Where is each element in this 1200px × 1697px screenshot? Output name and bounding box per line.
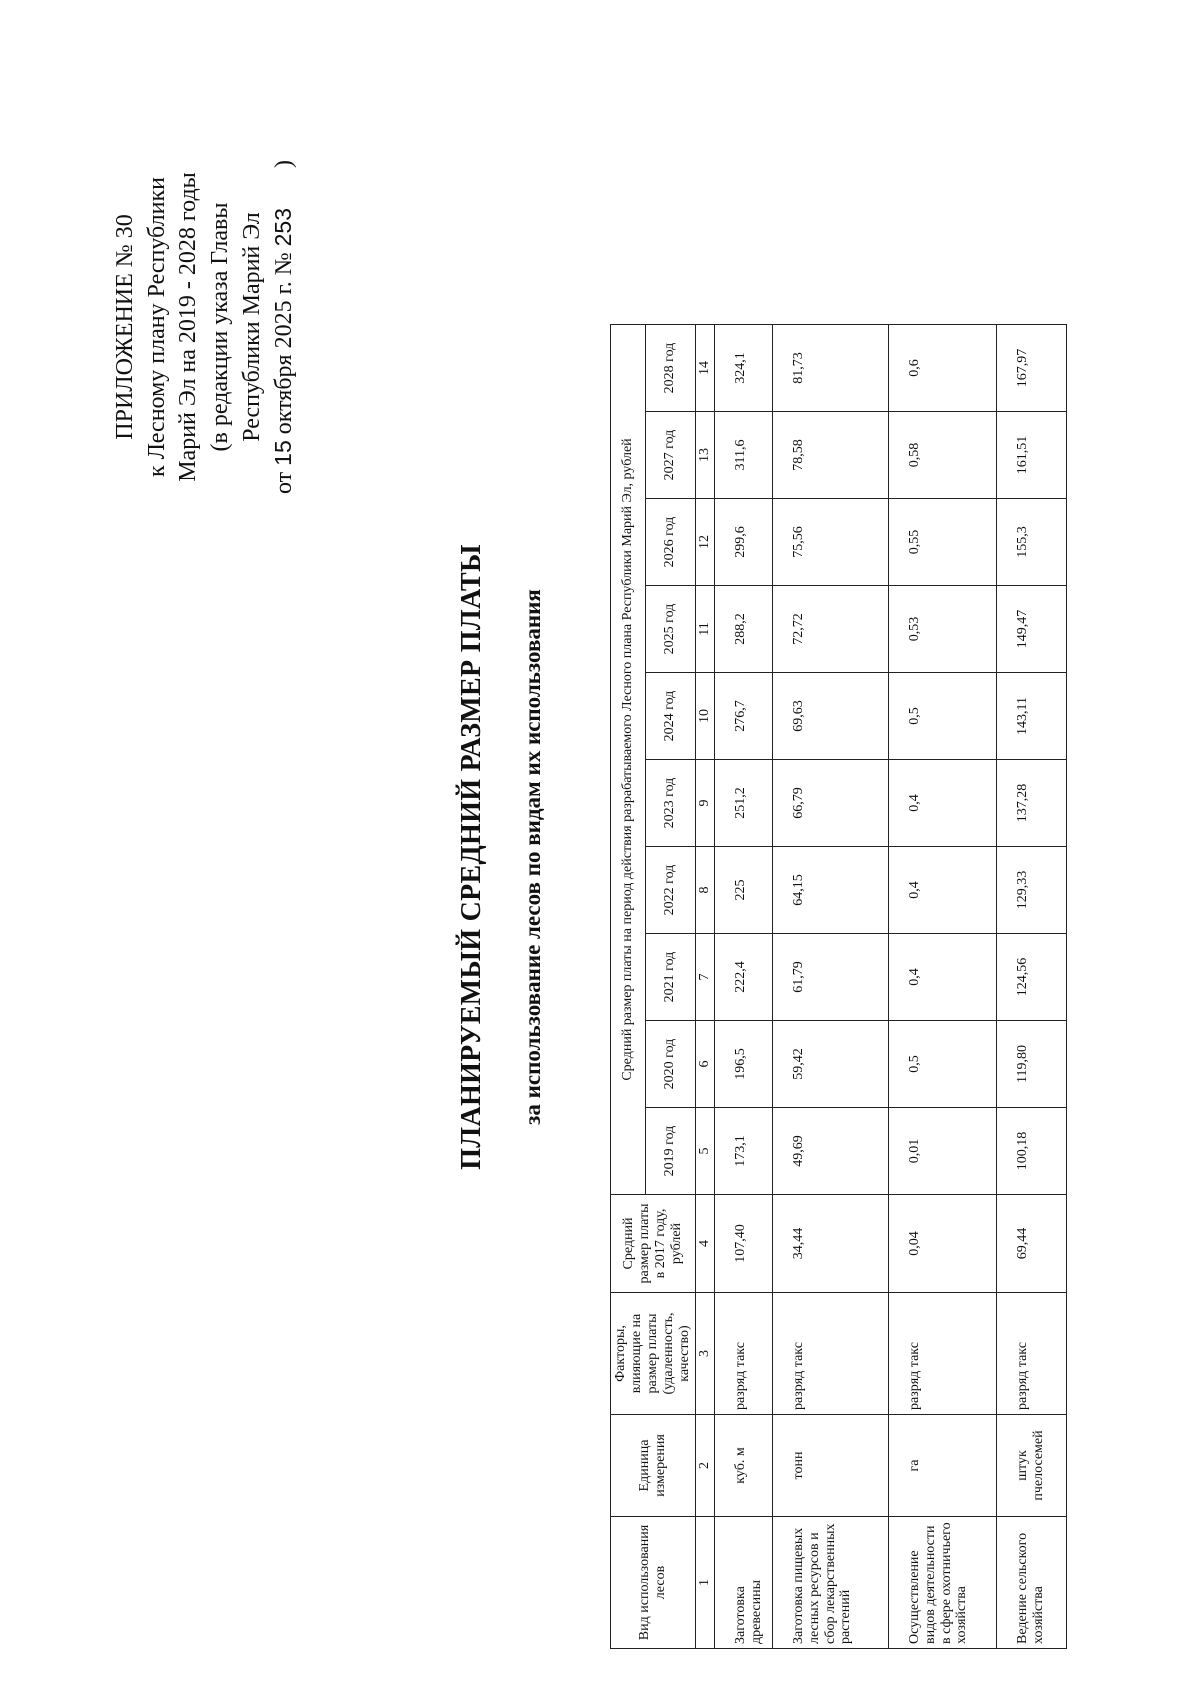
cell-value: 0,5 <box>889 673 997 760</box>
cell-value: 100,18 <box>997 1108 1067 1195</box>
cell-value: 124,56 <box>997 934 1067 1021</box>
column-number: 10 <box>696 673 715 760</box>
column-number: 13 <box>696 412 715 499</box>
cell-value: 119,80 <box>997 1021 1067 1108</box>
cell-value: 61,79 <box>773 934 889 1021</box>
cell-value: 196,5 <box>715 1021 773 1108</box>
cell-vid: Ведение сельского хозяйства <box>997 1517 1067 1649</box>
header-unit: Единица измерения <box>611 1415 696 1517</box>
cell-unit: тонн <box>773 1415 889 1517</box>
appendix-line: к Лесному плану Республики <box>143 177 170 477</box>
header-year: 2022 год <box>645 847 696 934</box>
date-prefix: от <box>271 471 298 494</box>
appendix-line: Марий Эл на 2019 - 2028 годы <box>175 172 202 482</box>
cell-value: 0,4 <box>889 847 997 934</box>
header-year: 2020 год <box>645 1021 696 1108</box>
appendix-line: ПРИЛОЖЕНИЕ № 30 <box>112 214 138 440</box>
cell-value: 149,47 <box>997 586 1067 673</box>
table-row <box>773 325 889 1649</box>
column-number: 7 <box>696 934 715 1021</box>
header-group-period: Средний размер платы на период действия разрабатываемого Лесного плана Республики Марий Эл, рублей <box>611 325 646 1195</box>
cell-value: 143,11 <box>997 673 1067 760</box>
column-number: 14 <box>696 325 715 412</box>
cell-factor: разряд такс <box>715 1293 773 1415</box>
table-row <box>715 325 773 1649</box>
table-row <box>889 325 997 1649</box>
appendix-date-line <box>268 127 301 527</box>
cell-value: 161,51 <box>997 412 1067 499</box>
cell-value: 78,58 <box>773 412 889 499</box>
cell-value: 69,63 <box>773 673 889 760</box>
cell-unit: штук пчелосемей <box>997 1415 1067 1517</box>
header-factors: Факторы, влияющие на размер платы (удаленность, качество) <box>611 1293 696 1415</box>
cell-vid: Заготовка древесины <box>715 1517 773 1649</box>
column-number: 12 <box>696 499 715 586</box>
column-number: 1 <box>696 1517 715 1649</box>
cell-value: 225 <box>715 847 773 934</box>
document-subtitle: за использование лесов по видам их использования <box>520 589 545 1125</box>
header-year: 2021 год <box>645 934 696 1021</box>
column-number: 9 <box>696 760 715 847</box>
cell-value: 276,7 <box>715 673 773 760</box>
cell-value: 0,01 <box>889 1108 997 1195</box>
appendix-line: (в редакции указа Главы <box>207 202 234 452</box>
column-number: 2 <box>696 1415 715 1517</box>
column-number: 8 <box>696 847 715 934</box>
cell-vid: Заготовка пищевых лесных ресурсов и сбор лекарственных растений <box>773 1517 889 1649</box>
header-year: 2023 год <box>645 760 696 847</box>
cell-unit: куб. м <box>715 1415 773 1517</box>
document-title: ПЛАНИРУЕМЫЙ СРЕДНИЙ РАЗМЕР ПЛАТЫ <box>456 544 487 1170</box>
column-number-row <box>696 325 715 1649</box>
column-number: 3 <box>696 1293 715 1415</box>
cell-value: 0,4 <box>889 760 997 847</box>
header-year: 2028 год <box>645 325 696 412</box>
cell-value: 72,72 <box>773 586 889 673</box>
header-year: 2019 год <box>645 1108 696 1195</box>
close-paren: ) <box>271 160 298 169</box>
cell-value: 167,97 <box>997 325 1067 412</box>
cell-value: 324,1 <box>715 325 773 412</box>
cell-vid: Осуществление видов деятельности в сфере охотничьего хозяйства <box>889 1517 997 1649</box>
column-number: 4 <box>696 1195 715 1293</box>
appendix-block <box>110 127 301 527</box>
header-year: 2026 год <box>645 499 696 586</box>
cell-value: 64,15 <box>773 847 889 934</box>
decree-number: 253 <box>270 208 297 247</box>
cell-value: 75,56 <box>773 499 889 586</box>
cell-factor: разряд такс <box>889 1293 997 1415</box>
cell-value: 0,4 <box>889 934 997 1021</box>
column-number: 6 <box>696 1021 715 1108</box>
column-number: 11 <box>696 586 715 673</box>
cell-value: 173,1 <box>715 1108 773 1195</box>
header-avg-2017: Средний размер платы в 2017 году, рублей <box>611 1195 696 1293</box>
cell-value: 155,3 <box>997 499 1067 586</box>
cell-value: 222,4 <box>715 934 773 1021</box>
cell-avg-2017: 107,40 <box>715 1195 773 1293</box>
header-year: 2024 год <box>645 673 696 760</box>
cell-value: 0,58 <box>889 412 997 499</box>
appendix-line: Республики Марий Эл <box>238 212 265 442</box>
cell-value: 129,33 <box>997 847 1067 934</box>
header-year: 2027 год <box>645 412 696 499</box>
cell-value: 311,6 <box>715 412 773 499</box>
cell-avg-2017: 34,44 <box>773 1195 889 1293</box>
cell-value: 49,69 <box>773 1108 889 1195</box>
cell-value: 0,5 <box>889 1021 997 1108</box>
cell-value: 0,53 <box>889 586 997 673</box>
cell-avg-2017: 69,44 <box>997 1195 1067 1293</box>
cell-value: 288,2 <box>715 586 773 673</box>
cell-value: 251,2 <box>715 760 773 847</box>
cell-avg-2017: 0,04 <box>889 1195 997 1293</box>
cell-unit: га <box>889 1415 997 1517</box>
table-row <box>997 325 1067 1649</box>
date-day: 15 <box>270 440 297 466</box>
cell-value: 299,6 <box>715 499 773 586</box>
date-month-year: октября 2025 г. № <box>271 252 298 435</box>
column-number: 5 <box>696 1108 715 1195</box>
cell-value: 59,42 <box>773 1021 889 1108</box>
payment-table <box>610 324 1067 1649</box>
cell-factor: разряд такс <box>773 1293 889 1415</box>
cell-value: 81,73 <box>773 325 889 412</box>
cell-value: 0,55 <box>889 499 997 586</box>
cell-value: 66,79 <box>773 760 889 847</box>
header-year: 2025 год <box>645 586 696 673</box>
cell-value: 0,6 <box>889 325 997 412</box>
header-vid: Вид использования лесов <box>611 1517 696 1649</box>
cell-value: 137,28 <box>997 760 1067 847</box>
cell-factor: разряд такс <box>997 1293 1067 1415</box>
